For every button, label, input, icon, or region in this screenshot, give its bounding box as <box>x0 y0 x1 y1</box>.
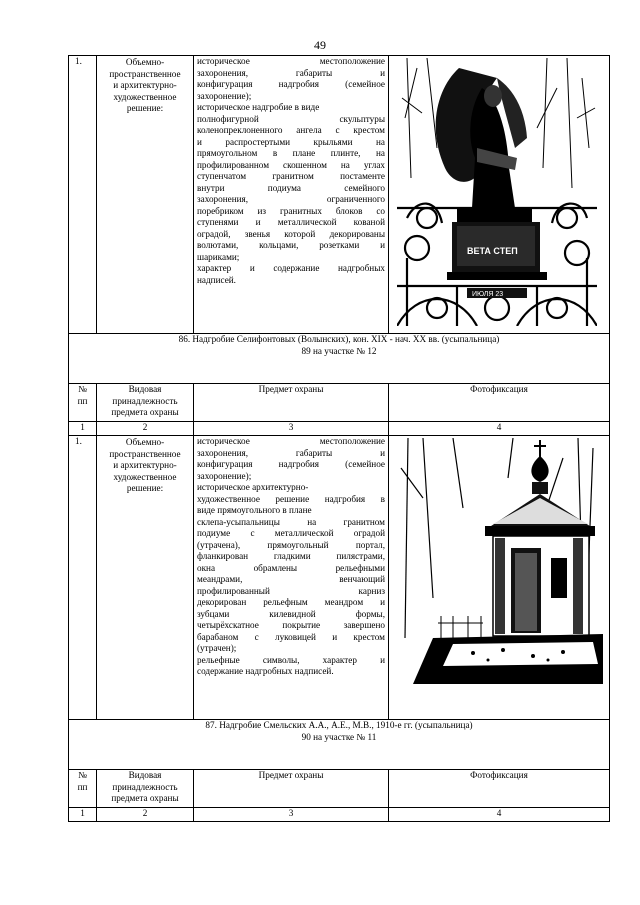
table-row <box>69 56 610 334</box>
crypt-photo <box>393 438 603 684</box>
photo-cell <box>389 436 610 720</box>
section-title-row <box>69 334 610 384</box>
section-86-title: 86. Надгробие Селифонтовых (Волынских), кон. XIX - нач. XX вв. (усыпальница) 89 на участке № 12 <box>69 334 610 384</box>
row-number: 1. <box>69 436 97 720</box>
inscription-date: ИЮЛЯ 23 <box>472 291 504 298</box>
header-photo: Фотофиксация <box>389 770 610 808</box>
index-row: 1 2 3 4 <box>69 422 610 436</box>
page-number: 49 <box>314 38 326 52</box>
photo-cell <box>389 56 610 334</box>
header-kind: Видовая принадлежность предмета охраны <box>97 384 194 422</box>
table-row <box>69 436 610 720</box>
header-number: № пп <box>69 384 97 422</box>
header-kind: Видовая принадлежность предмета охраны <box>97 770 194 808</box>
row-number: 1. <box>69 56 97 334</box>
angel-monument-photo <box>397 58 597 326</box>
section-title-row <box>69 720 610 770</box>
protection-table <box>68 55 610 822</box>
protection-kind: Объемно- пространственное и архитектурно- художественное решение: <box>97 436 194 720</box>
section-87-title: 87. Надгробие Смельских А.А., А.Е., М.В., 1910-е гг. (усыпальница) 90 на участке № 11 <box>69 720 610 770</box>
header-subject: Предмет охраны <box>194 384 389 422</box>
index-row: 1 2 3 4 <box>69 808 610 822</box>
header-photo: Фотофиксация <box>389 384 610 422</box>
header-subject: Предмет охраны <box>194 770 389 808</box>
protection-subject: историческое местоположение захоронения, габариты и конфигурация надгробия (семейное захоронение); историческое архитектурно- художественное решение надгробия в виде прямоугольного в плане склепа-усыпальницы на гранитном подиуме с металлической оградой (утрачена), прямоугольный портал, фланкирован гладкими пилястрами, окна обрамлены рельефными меандрами, венчающий профилированный карниз декорирован рельефным меандром и зубцами килевидной формы, четырёхскатное покрытие завершено барабаном с луковицей и крестом (утрачен); рельефные символы, характер и содержание надгробных надписей. <box>194 436 389 720</box>
table-header-row <box>69 770 610 808</box>
inscription-text: ВЕТА СТЕП <box>467 246 518 256</box>
protection-subject: историческое местоположение захоронения, габариты и конфигурация надгробия (семейное захоронение); историческое надгробие в виде полнофигурной скульптуры коленопреклоненного ангела с крестом и распростертыми крыльями на прямоугольном в плане плинте, на профилированном скошенном на углах ступенчатом гранитном постаменте внутри подиума семейного захоронения, ограниченного поребриком из гранитных блоков со ступенями и металлической кованой оградой, звенья которой декорированы волютами, кольцами, розетками и шариками; характер и содержание надгробных надписей. <box>194 56 389 334</box>
table-header-row <box>69 384 610 422</box>
protection-kind: Объемно- пространственное и архитектурно- художественное решение: <box>97 56 194 334</box>
header-number: № пп <box>69 770 97 808</box>
